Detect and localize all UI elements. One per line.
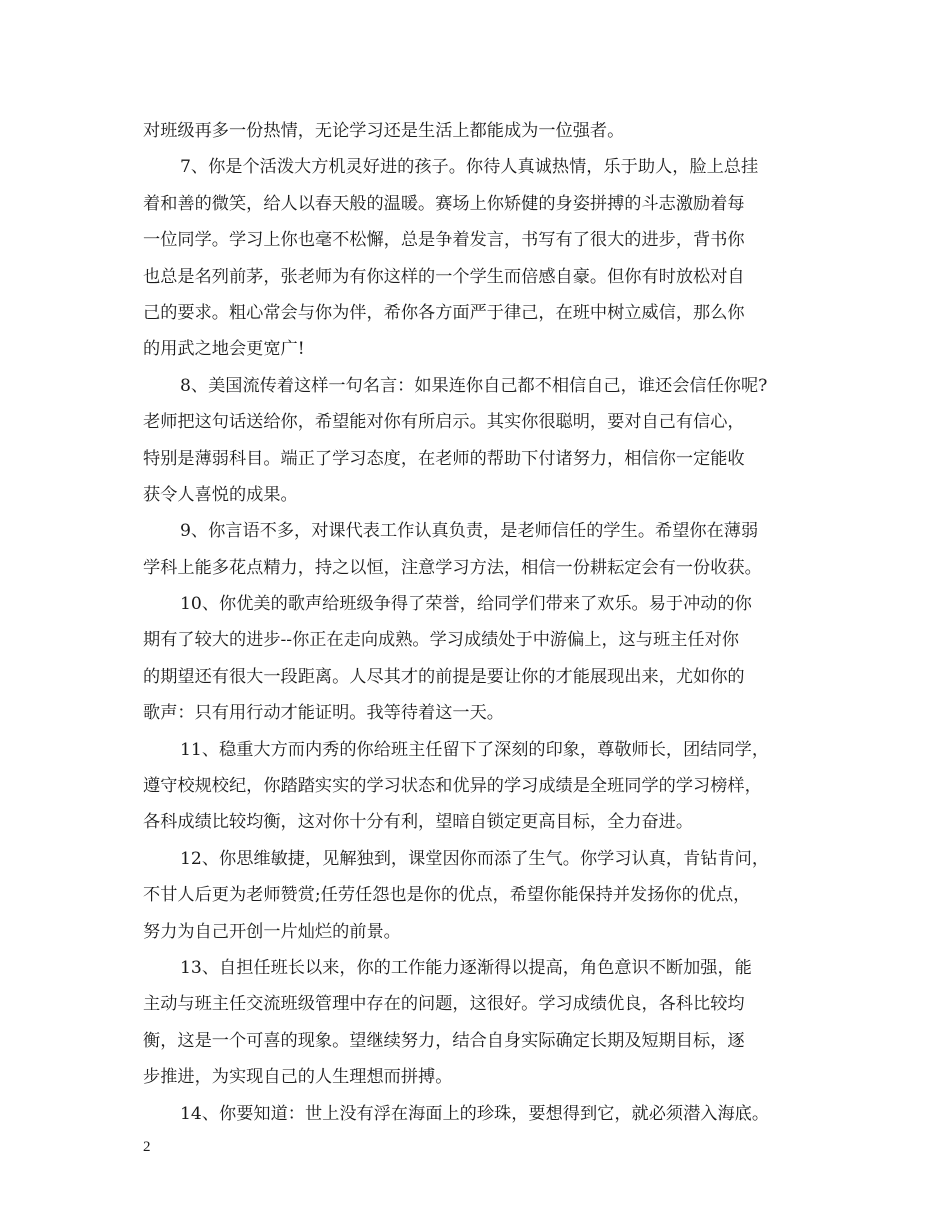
text-line: 的用武之地会更宽广! (143, 339, 305, 360)
text-line: 努力为自己开创一片灿烂的前景。 (143, 921, 401, 942)
text-line: 歌声：只有用行动才能证明。我等待着这一天。 (143, 703, 504, 724)
text-line: 获令人喜悦的成果。 (143, 484, 298, 505)
text-line: 10、你优美的歌声给班级争得了荣誉，给同学们带来了欢乐。易于冲动的你 (180, 594, 752, 615)
text-line: 12、你思维敏捷，见解独到，课堂因你而添了生气。你学习认真，肯钻肯问， (180, 848, 770, 869)
text-line: 7、你是个活泼大方机灵好进的孩子。你待人真诚热情，乐于助人，脸上总挂 (180, 157, 759, 178)
text-line: 13、自担任班长以来，你的工作能力逐渐得以提高，角色意识不断加强，能 (180, 957, 752, 978)
text-line: 一位同学。学习上你也毫不松懈，总是争着发言，书写有了很大的进步，背书你 (143, 230, 745, 251)
text-line: 8、美国流传着这样一句名言：如果连你自己都不相信自己，谁还会信任你呢? (180, 375, 768, 396)
text-line: 遵守校规校纪，你踏踏实实的学习状态和优异的学习成绩是全班同学的学习榜样， (143, 776, 762, 797)
text-line: 学科上能多花点精力，持之以恒，注意学习方法，相信一份耕耘定会有一份收获。 (143, 557, 762, 578)
text-line: 11、稳重大方而内秀的你给班主任留下了深刻的印象，尊敬师长，团结同学， (180, 739, 770, 760)
text-line: 衡，这是一个可喜的现象。望继续努力，结合自身实际确定长期及短期目标，逐 (143, 1030, 745, 1051)
document-body (143, 113, 828, 1132)
text-line: 期有了较大的进步--你正在走向成熟。学习成绩处于中游偏上，这与班主任对你 (143, 630, 739, 651)
text-line: 主动与班主任交流班级管理中存在的问题，这很好。学习成绩优良，各科比较均 (143, 994, 745, 1015)
text-line: 步推进，为实现自己的人生理想而拼搏。 (143, 1067, 453, 1088)
text-line: 的期望还有很大一段距离。人尽其才的前提是要让你的才能展现出来，尤如你的 (143, 666, 745, 687)
text-line: 老师把这句话送给你，希望能对你有所启示。其实你很聪明，要对自己有信心， (143, 412, 745, 433)
text-line: 己的要求。粗心常会与你为伴，希你各方面严于律己，在班中树立威信，那么你 (143, 302, 745, 323)
text-line: 着和善的微笑，给人以春天般的温暖。赛场上你矫健的身姿拼搏的斗志激励着每 (143, 193, 745, 214)
text-line: 不甘人后更为老师赞赏;任劳任怨也是你的优点，希望你能保持并发扬你的优点， (143, 885, 751, 906)
text-line: 对班级再多一份热情，无论学习还是生活上都能成为一位强者。 (143, 121, 625, 141)
text-line: 各科成绩比较均衡，这对你十分有利，望暗自锁定更高目标，全力奋进。 (143, 812, 694, 833)
text-line: 14、你要知道：世上没有浮在海面上的珍珠，要想得到它，就必须潜入海底。 (180, 1103, 770, 1124)
text-line: 特别是薄弱科目。端正了学习态度，在老师的帮助下付诸努力，相信你一定能收 (143, 448, 745, 469)
text-line: 也总是名列前茅，张老师为有你这样的一个学生而倍感自豪。但你有时放松对自 (143, 266, 745, 287)
text-line: 9、你言语不多，对课代表工作认真负责，是老师信任的学生。希望你在薄弱 (180, 521, 759, 542)
page-number: 2 (143, 1139, 151, 1155)
